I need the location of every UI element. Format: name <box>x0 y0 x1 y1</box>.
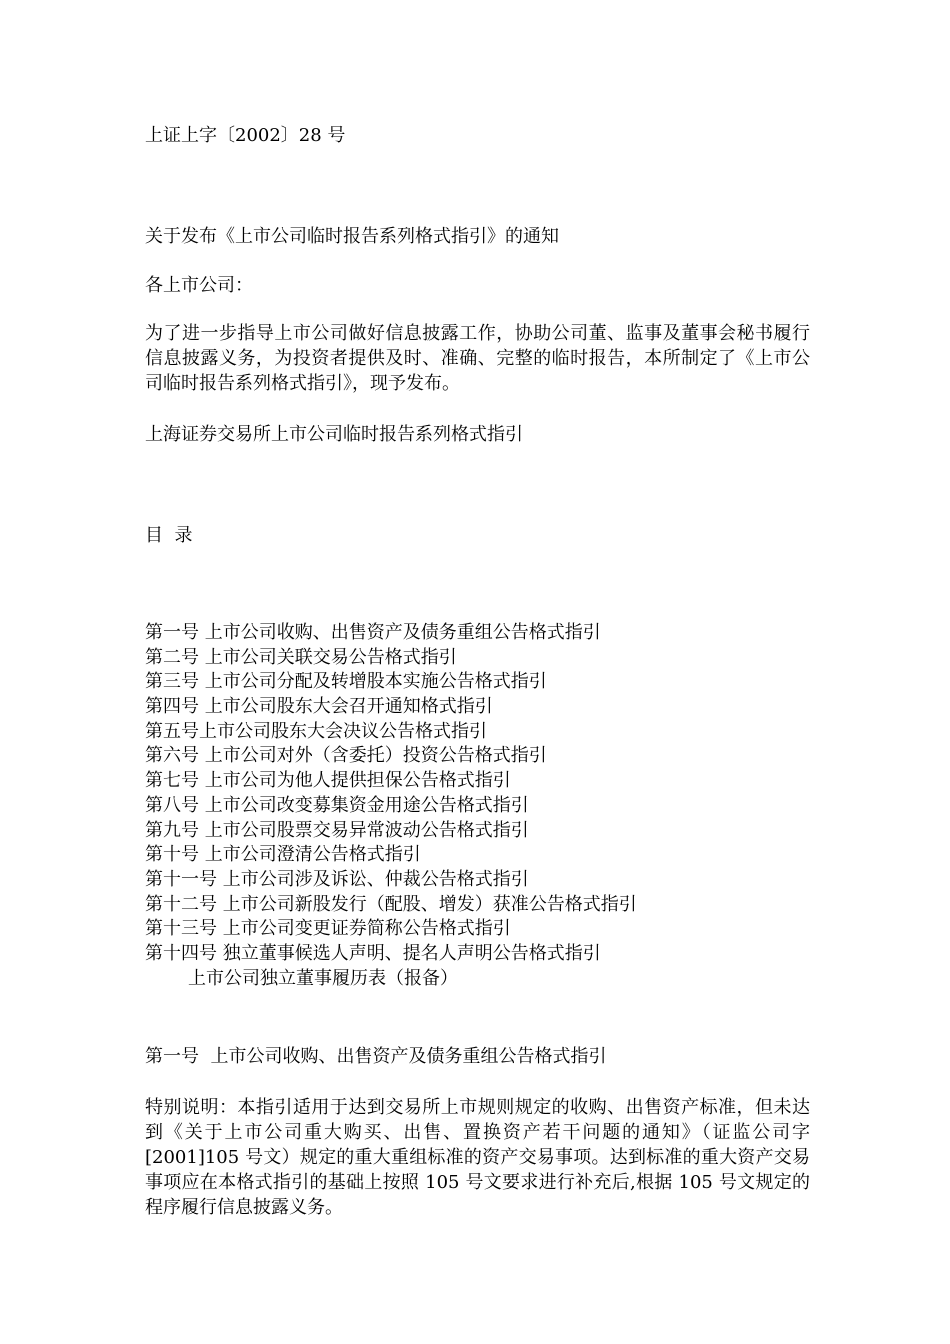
toc-subitem: 上市公司独立董事履历表（报备） <box>188 967 458 989</box>
toc-item: 第十四号 独立董事候选人声明、提名人声明公告格式指引 <box>145 942 601 964</box>
toc-item: 第六号 上市公司对外（含委托）投资公告格式指引 <box>145 745 547 767</box>
toc-item: 第十二号 上市公司新股发行（配股、增发）获准公告格式指引 <box>145 893 637 915</box>
toc-item: 第三号 上市公司分配及转增股本实施公告格式指引 <box>145 671 547 693</box>
toc-item: 第二号 上市公司关联交易公告格式指引 <box>145 646 457 668</box>
toc-item: 第九号 上市公司股票交易异常波动公告格式指引 <box>145 819 529 841</box>
document-number: 上证上字〔2002〕28 号 <box>145 125 346 146</box>
intro-paragraph: 为了进一步指导上市公司做好信息披露工作，协助公司董、监事及董事会秘书履行信息披露义务，为投资者提供及时、准确、完整的临时报告，本所制定了《上市公司临时报告系列格式指引》，现予发布。 <box>145 323 810 394</box>
toc-item: 第十号 上市公司澄清公告格式指引 <box>145 844 421 866</box>
toc-item: 第七号 上市公司为他人提供担保公告格式指引 <box>145 770 511 792</box>
toc-item: 第一号 上市公司收购、出售资产及债务重组公告格式指引 <box>145 622 601 643</box>
table-of-contents <box>145 621 810 991</box>
section-heading: 第一号 上市公司收购、出售资产及债务重组公告格式指引 <box>145 1046 607 1067</box>
guide-title: 上海证券交易所上市公司临时报告系列格式指引 <box>145 424 523 445</box>
special-note: 特别说明：本指引适用于达到交易所上市规则规定的收购、出售资产标准，但未达到《关于上市公司重大购买、出售、置换资产若干问题的通知》（证监公司字[2001]105 号文）规定的重大重组标准的资产交易事项。达到标准的重大资产交易事项应在本格式指引的基础上按照 105 号文要求进行补充后,根据 105 号文规定的程序履行信息披露义务。 <box>145 1097 810 1218</box>
toc-item: 第十一号 上市公司涉及诉讼、仲裁公告格式指引 <box>145 868 529 890</box>
toc-heading: 目 录 <box>145 525 193 546</box>
toc-item: 第四号 上市公司股东大会召开通知格式指引 <box>145 696 493 718</box>
toc-item: 第八号 上市公司改变募集资金用途公告格式指引 <box>145 794 529 816</box>
salutation: 各上市公司： <box>145 275 253 296</box>
notice-title: 关于发布《上市公司临时报告系列格式指引》的通知 <box>145 226 559 247</box>
toc-item: 第十三号 上市公司变更证券简称公告格式指引 <box>145 918 511 940</box>
toc-item: 第五号上市公司股东大会决议公告格式指引 <box>145 720 487 742</box>
